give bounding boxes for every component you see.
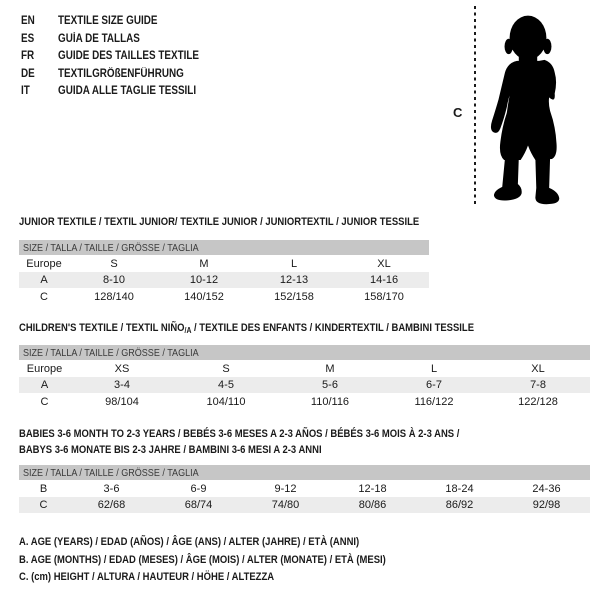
size-header-row [19,465,590,480]
size-cell: 92/98 [503,497,590,513]
size-cell: 10-12 [159,272,249,288]
height-dotted-line [474,6,476,207]
language-code: DE [21,67,35,80]
size-header-row [19,345,590,360]
size-cell: 18-24 [445,482,474,495]
size-cell: 152/158 [274,290,314,303]
language-row [21,13,222,31]
size-cell: 5-6 [278,377,382,393]
table-row [19,480,590,497]
size-cell: 122/128 [518,395,558,408]
size-cell: 116/122 [414,395,454,408]
size-header-row [19,240,429,255]
row-label: C [40,395,49,408]
size-cell: 6-9 [190,482,207,495]
size-cell: 7-8 [486,377,590,393]
size-cell: 8-10 [69,272,159,288]
language-code: ES [21,32,35,45]
table-row [19,272,429,288]
children-table-title: CHILDREN'S TEXTILE / TEXTIL $NIÑO_{/A}$ / TEXTILE DES ENFANTS / KINDERTEXTIL / BAMBINI TESSILE [19,322,475,335]
size-cell: 104/110 [206,395,246,408]
size-cell: 4-5 [174,377,278,393]
language-row [21,66,222,84]
language-header [21,13,222,101]
size-header-label: SIZE / TALLA / TAILLE / GRÖSSE / TAGLIA [23,466,199,479]
size-cell: M [199,257,209,270]
table-row [19,393,590,410]
legend-line: A. AGE (YEARS) / EDAD (AÑOS) / ÂGE (ANS) / ALTER (JAHRE) / ETÀ (ANNI) [19,536,360,548]
legend-line: C. (cm) HEIGHT / ALTURA / HAUTEUR / HÖHE / ALTEZZA [19,571,275,583]
size-header-label: SIZE / TALLA / TAILLE / GRÖSSE / TAGLIA [23,346,199,359]
table-row [19,497,590,513]
size-cell: 98/104 [105,395,139,408]
row-label: Europe [26,362,63,375]
size-cell: 9-12 [274,482,297,495]
size-cell: 12-13 [249,272,339,288]
size-cell: S [222,362,230,375]
language-title: TEXTILGRÖßENFÜHRUNG [58,67,184,80]
size-cell: M [325,362,335,375]
baby-silhouette-icon [482,7,574,209]
row-label: A [19,272,69,288]
size-cell: 14-16 [339,272,429,288]
language-row [21,48,222,66]
table-row [19,288,429,305]
title-subscript: /A [184,326,192,335]
size-cell: XL [531,362,545,375]
size-cell: L [430,362,438,375]
table-row [19,377,590,393]
size-cell: 6-7 [382,377,486,393]
size-cell: 62/68 [68,497,155,513]
language-code: EN [21,15,35,27]
row-label: Europe [26,257,62,270]
size-cell: 3-4 [70,377,174,393]
size-cell: 80/86 [329,497,416,513]
language-row [21,83,222,101]
size-header-label: SIZE / TALLA / TAILLE / GRÖSSE / TAGLIA [23,241,199,254]
size-cell: L [290,257,298,270]
language-title: GUIDE DES TAILLES TEXTILE [58,50,200,62]
size-cell: 24-36 [532,482,561,495]
language-title: TEXTILE SIZE GUIDE [58,15,158,27]
height-measure-label: C [453,105,463,120]
legend [19,534,446,587]
legend-line: B. AGE (MONTHS) / EDAD (MESES) / ÂGE (MOIS) / ALTER (MONATE) / ETÀ (MESI) [19,553,386,566]
language-row [21,31,222,49]
size-cell: 158/170 [364,290,404,303]
children-size-table [19,345,590,410]
size-cell: XL [377,257,391,270]
language-title: GUIDA ALLE TAGLIE TESSILI [58,85,197,97]
size-cell: 128/140 [94,290,134,303]
row-label: C [40,290,48,303]
babies-size-table [19,465,590,513]
language-code: IT [21,85,30,97]
size-cell: 68/74 [155,497,242,513]
row-label: B [39,482,48,495]
table-row [19,255,429,272]
size-cell: 140/152 [184,290,224,303]
size-cell: 86/92 [416,497,503,513]
size-cell: 74/80 [242,497,329,513]
language-code: FR [21,50,35,62]
junior-size-table [19,240,429,305]
size-cell: 110/116 [310,395,350,408]
language-title: GUÍA DE TALLAS [58,32,140,45]
size-cell: XS [114,362,130,375]
size-cell: 3-6 [103,482,120,495]
row-label: A [19,377,70,393]
size-cell: 12-18 [358,482,387,495]
babies-table-title: BABIES 3-6 MONTH TO 2-3 YEARS / BEBÉS 3-6 MESES A 2-3 AÑOS / BÉBÉS 3-6 MOIS À 2-3 ANS / BABYS 3-6 MONATE BIS 2-3 JAHRE / BAMBINI 3-6 MESI A 2-3 ANNI [19,428,460,456]
row-label: C [19,497,68,513]
table-row [19,360,590,377]
junior-table-title: JUNIOR TEXTILE / TEXTIL JUNIOR/ TEXTILE JUNIOR / JUNIORTEXTIL / JUNIOR TESSILE [19,216,420,228]
size-cell: S [110,257,118,270]
